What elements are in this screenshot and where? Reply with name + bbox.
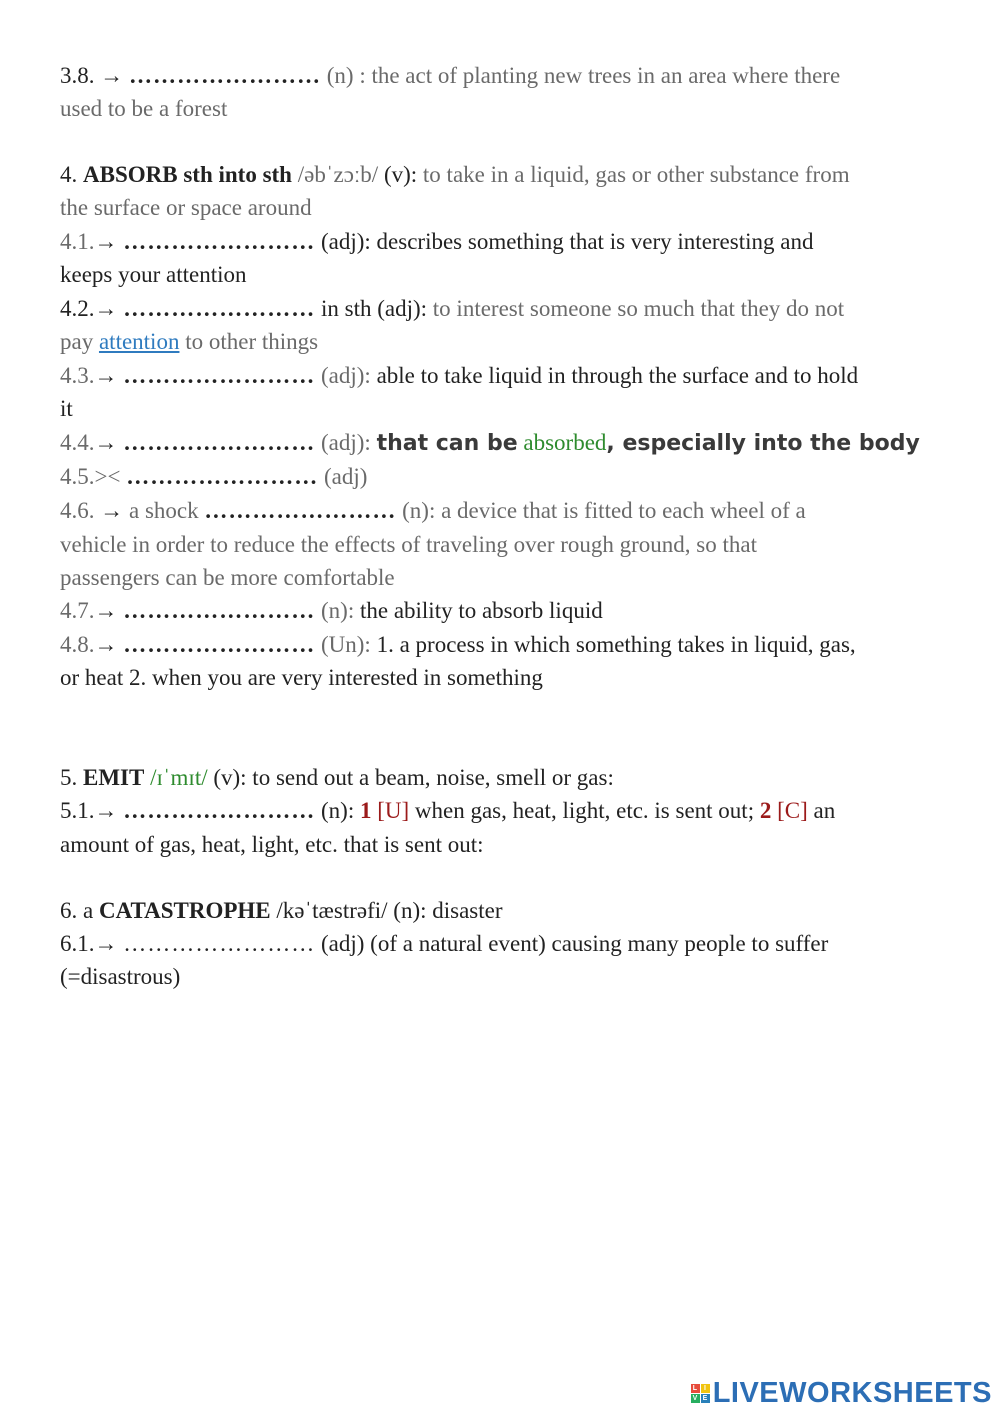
arrow-icon: → [94,598,118,623]
blank-dots[interactable]: …………………… [123,296,316,321]
headword-emit: 5. EMIT /ɪˈmɪt/ (v): to send out a beam, noise, smell or gas: [60,765,614,790]
entry-4-3: 4.3.→ …………………… (adj): able to take liquid in through the surface and to hold [60,363,859,388]
arrow-icon: → [94,430,118,455]
blank-dots[interactable]: …………………… [204,498,397,523]
entry-4-1: 4.1.→ …………………… (adj): describes something that is very interesting and [60,229,814,254]
arrow-icon: → [94,363,118,388]
entry-3-8: 3.8. → …………………… (n) : the act of planting new trees in an area where there [60,63,841,88]
entry-4-2-cont: pay attention to other things [60,329,319,354]
entry-3-8-cont: used to be a forest [60,96,228,121]
blank-dots[interactable]: …………………… [123,430,316,455]
blank-dots[interactable]: …………………… [123,229,316,254]
entry-4-5: 4.5.>< …………………… (adj) [60,464,368,489]
headword-catastrophe: 6. a CATASTROPHE /kəˈtæstrəfi/ (n): disaster [60,898,503,923]
entry-6-1-cont: (=disastrous) [60,964,181,989]
arrow-icon: → [94,798,118,823]
arrow-icon: → [94,931,118,956]
entry-4-6-cont-2: passengers can be more comfortable [60,565,395,590]
entry-4-6: 4.6. → a shock …………………… (n): a device that is fitted to each wheel of a [60,498,806,523]
entry-4-7: 4.7.→ …………………… (n): the ability to absorb liquid [60,598,603,623]
arrow-icon: → [100,63,124,88]
blank-dots[interactable]: …………………… [126,464,319,489]
arrow-icon: → [94,229,118,254]
entry-4-8: 4.8.→ …………………… (Un): 1. a process in which something takes in liquid, gas, [60,632,856,657]
liveworksheets-mark-icon: L I V E [692,1384,708,1402]
entry-4-3-cont: it [60,396,73,421]
headword-absorb: 4. ABSORB sth into sth /əbˈzɔːb/ (v): to take in a liquid, gas or other substance from [60,162,850,187]
entry-4-4: 4.4.→ …………………… (adj): that can be absorbed, especially into the body [60,430,920,456]
entry-4-2: 4.2.→ …………………… in sth (adj): to interest someone so much that they do not [60,296,845,321]
blank-dots[interactable]: …………………… [123,798,316,823]
attention-link[interactable]: attention [98,329,180,354]
arrow-icon: → [94,296,118,321]
blank-dots[interactable]: …………………… [123,598,316,623]
logo-text: LIVEWORKSHEETS [712,1376,992,1409]
headword-absorb-cont: the surface or space around [60,195,312,220]
arrow-icon: → [100,498,124,523]
arrow-icon: → [94,632,118,657]
entry-4-6-cont-1: vehicle in order to reduce the effects of traveling over rough ground, so that [60,532,757,557]
entry-4-1-cont: keeps your attention [60,262,247,287]
entry-6-1: 6.1.→ …………………… (adj) (of a natural event) causing many people to suffer [60,931,829,956]
entry-4-8-cont: or heat 2. when you are very interested in something [60,665,543,690]
entry-5-1-cont: amount of gas, heat, light, etc. that is sent out: [60,832,484,857]
blank-dots[interactable]: …………………… [129,63,321,88]
liveworksheets-logo[interactable] [691,1376,992,1410]
entry-5-1: 5.1.→ …………………… (n): 1 [U] when gas, heat, light, etc. is sent out; 2 [C] an [60,798,836,823]
blank-dots[interactable]: …………………… [123,632,316,657]
blank-dots[interactable]: …………………… [123,363,316,388]
blank-dots[interactable]: …………………… [123,931,316,956]
